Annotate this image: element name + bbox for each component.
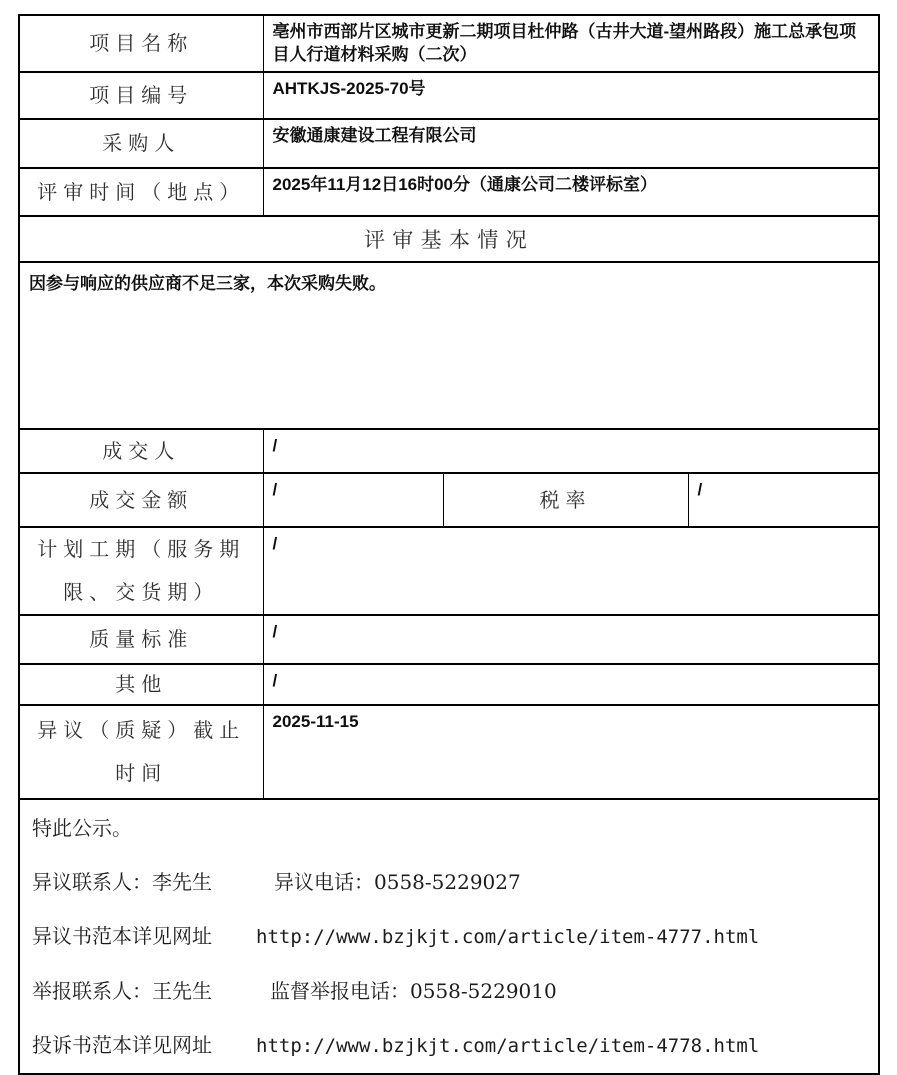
objection-phone: 异议电话：0558-5229027: [274, 869, 521, 894]
report-contact-line: [32, 977, 866, 1005]
purchaser-label: 采购人: [19, 119, 263, 168]
quality-standard-value: /: [263, 615, 879, 664]
notice-block: [19, 799, 879, 1074]
project-name-value: 亳州市西部片区城市更新二期项目杜仲路（古井大道-望州路段）施工总承包项目人行道材料采购（二次）: [263, 15, 879, 72]
amount-label: 成交金额: [19, 473, 263, 527]
objection-deadline-label: 异议（质疑）截止时间: [19, 705, 263, 799]
winner-label: 成交人: [19, 429, 263, 473]
review-result-text: 因参与响应的供应商不足三家，本次采购失败。: [19, 262, 879, 429]
row-purchaser: [19, 119, 879, 168]
row-review-result: [19, 262, 879, 429]
procurement-result-table: [18, 14, 880, 1075]
amount-value: /: [263, 473, 443, 527]
objection-deadline-value: 2025-11-15: [263, 705, 879, 799]
objection-template-line: [32, 922, 866, 951]
closing-statement: 特此公示。: [32, 815, 132, 840]
winner-value: /: [263, 429, 879, 473]
other-value: /: [263, 664, 879, 705]
objection-contact-line: [32, 868, 866, 896]
objection-contact: 异议联系人：李先生: [32, 869, 212, 894]
review-time-label: 评审时间（地点）: [19, 168, 263, 216]
row-project-name: [19, 15, 879, 72]
row-quality: [19, 615, 879, 664]
row-objection-deadline: [19, 705, 879, 799]
row-notice: [19, 799, 879, 1074]
project-name-label: 项目名称: [19, 15, 263, 72]
complaint-template-line: [32, 1031, 866, 1060]
report-phone: 监督举报电话：0558-5229010: [270, 978, 557, 1003]
report-contact: 举报联系人：王先生: [32, 978, 212, 1003]
row-section-header: [19, 216, 879, 262]
project-number-label: 项目编号: [19, 72, 263, 119]
section-header: 评审基本情况: [19, 216, 879, 262]
complaint-template-url: http://www.bzjkjt.com/article/item-4778.html: [256, 1034, 760, 1057]
tax-rate-label: 税率: [443, 473, 688, 527]
review-time-value: 2025年11月12日16时00分（通康公司二楼评标室）: [263, 168, 879, 216]
complaint-template-label: 投诉书范本详见网址: [32, 1032, 212, 1057]
row-other: [19, 664, 879, 705]
quality-standard-label: 质量标准: [19, 615, 263, 664]
row-review-time: [19, 168, 879, 216]
purchaser-value: 安徽通康建设工程有限公司: [263, 119, 879, 168]
objection-template-url: http://www.bzjkjt.com/article/item-4777.html: [256, 925, 760, 948]
row-schedule: [19, 527, 879, 615]
project-number-value: AHTKJS-2025-70号: [263, 72, 879, 119]
tax-rate-value: /: [688, 473, 879, 527]
objection-template-label: 异议书范本详见网址: [32, 923, 212, 948]
schedule-label: 计划工期（服务期限、交货期）: [19, 527, 263, 615]
row-winner: [19, 429, 879, 473]
other-label: 其他: [19, 664, 263, 705]
schedule-value: /: [263, 527, 879, 615]
row-project-number: [19, 72, 879, 119]
row-amount-tax: [19, 473, 879, 527]
